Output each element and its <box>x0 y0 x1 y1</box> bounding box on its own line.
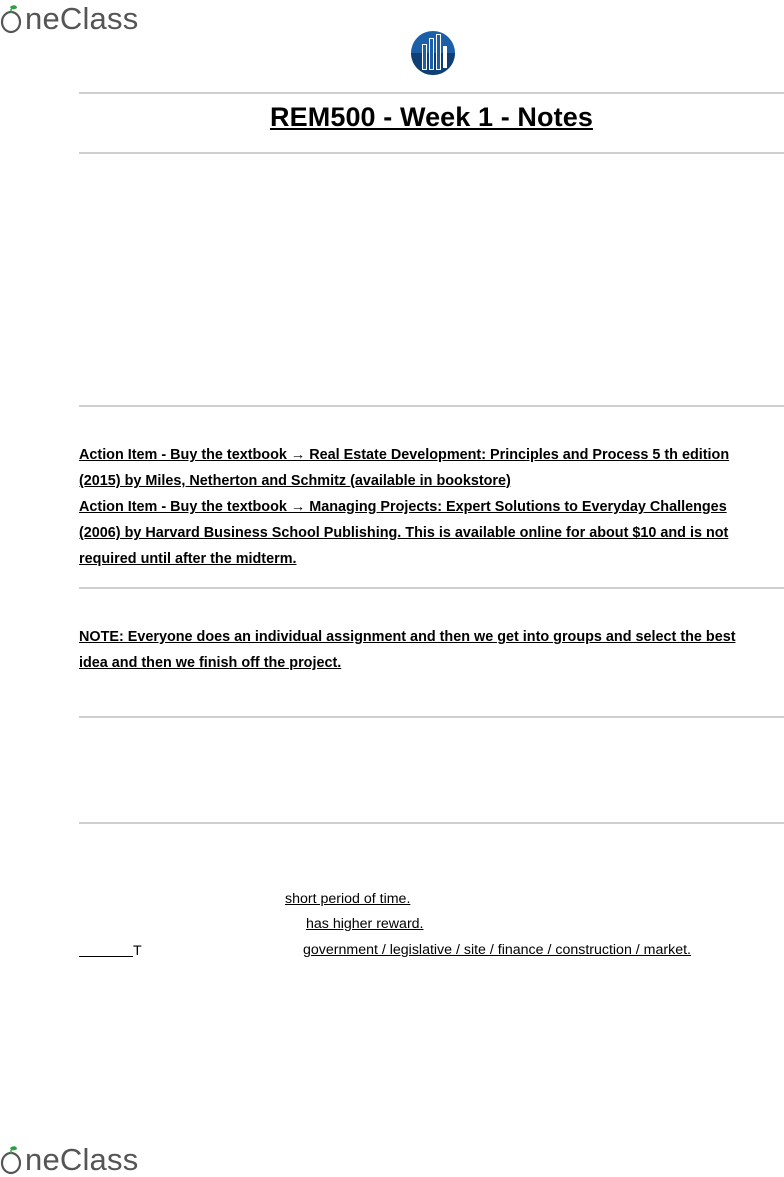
divider <box>79 716 784 718</box>
divider <box>79 92 784 94</box>
fragment-higher-reward: has higher reward. <box>306 916 424 932</box>
note <box>79 624 770 676</box>
page-title: REM500 - Week 1 - Notes <box>270 102 593 132</box>
action-item-1-line-2: (2015) by Miles, Netherton and Schmitz (available in bookstore) <box>79 473 511 489</box>
brand-name: neClass <box>25 1142 139 1177</box>
building-logo-icon <box>408 28 458 76</box>
action-items <box>79 442 770 572</box>
fragment-short-period: short period of time. <box>285 891 411 907</box>
action-item-1-line-1: Action Item - Buy the textbook → Real Estate Development: Principles and Process 5 th edition <box>79 447 730 463</box>
fragment-risk-list: government / legislative / site / finance / construction / market. <box>303 942 691 958</box>
brand-name: neClass <box>25 1 139 36</box>
divider <box>79 822 784 824</box>
blank-underline <box>79 942 133 957</box>
oneclass-logo-top <box>0 3 138 34</box>
fragment-letter-t: T <box>133 943 142 959</box>
action-item-2-line-2: (2006) by Harvard Business School Publishing. This is available online for about $10 and is not <box>79 525 729 541</box>
action-item-2-line-3: required until after the midterm. <box>79 551 297 567</box>
fragment-blank-t <box>79 942 142 959</box>
oneclass-logo-bottom <box>0 1144 138 1175</box>
divider <box>79 405 784 407</box>
oneclass-o-leaf-icon <box>0 1145 24 1175</box>
note-line-2: idea and then we finish off the project. <box>79 655 342 671</box>
divider <box>79 587 784 589</box>
action-item-2-line-1: Action Item - Buy the textbook → Managing Projects: Expert Solutions to Everyday Challenges <box>79 499 727 515</box>
oneclass-o-leaf-icon <box>0 4 24 34</box>
note-line-1: NOTE: Everyone does an individual assignment and then we get into groups and select the best <box>79 629 736 645</box>
divider <box>79 152 784 154</box>
